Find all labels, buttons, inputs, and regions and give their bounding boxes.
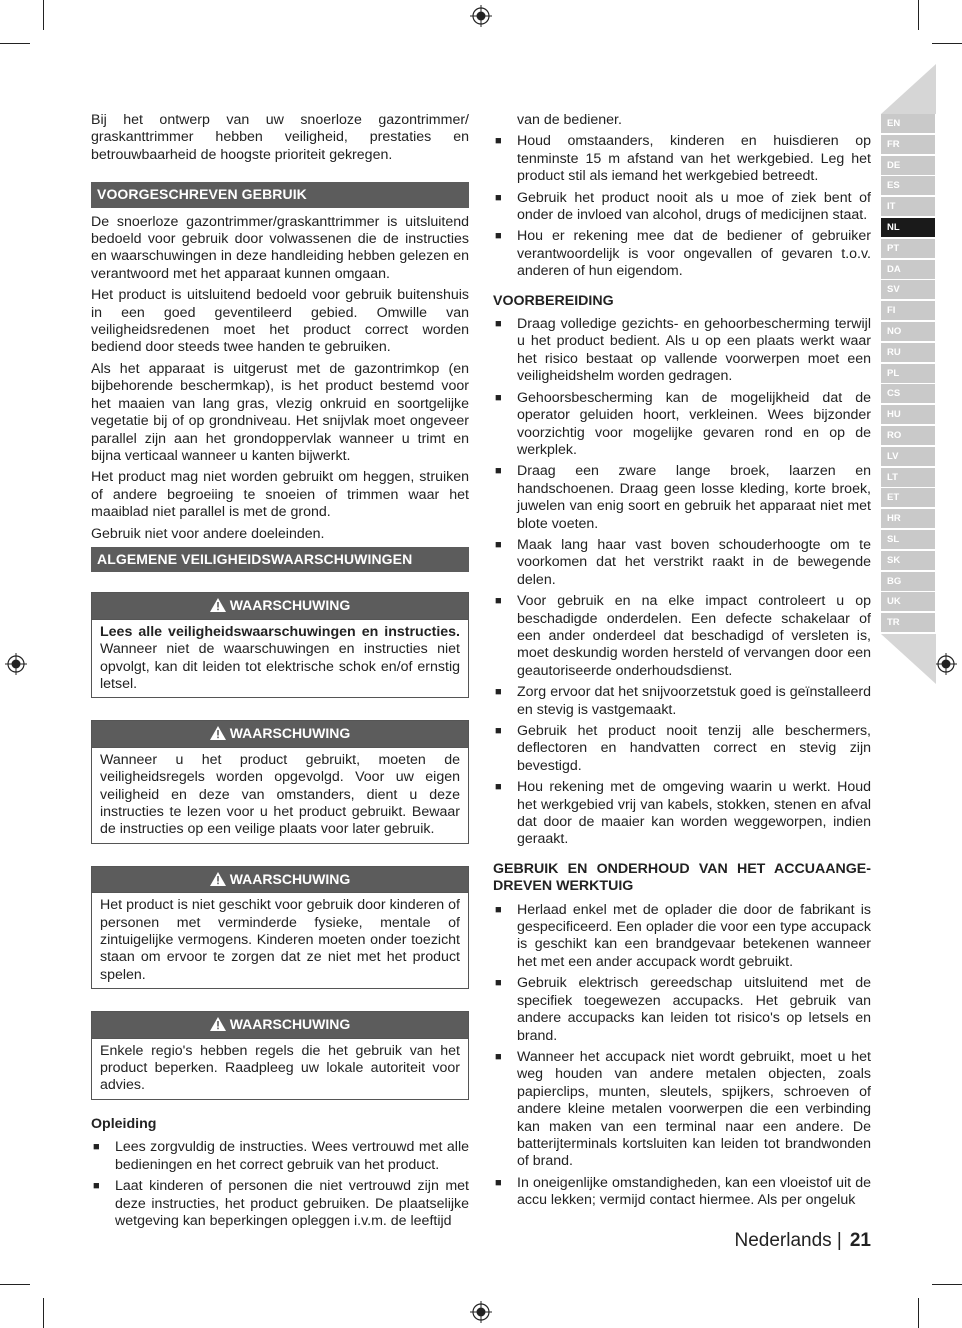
right-column: [493, 112, 871, 1214]
warning-text: Het product is niet geschikt voor gebruik door kinderen of personen met verminderde fysieke, mentale of zintuigelijke vermogens. Kinderen moeten onder toezicht staan om ervoor te zorgen dat ze niet met het product spelen.: [100, 897, 460, 983]
bullet-icon: ■: [495, 230, 502, 243]
section-heading: VOORGESCHREVEN GEBRUIK: [91, 182, 469, 207]
language-tab-da[interactable]: DA: [881, 260, 935, 279]
language-tab-ru[interactable]: RU: [881, 343, 935, 362]
language-tab-lv[interactable]: LV: [881, 447, 935, 466]
language-tab-sk[interactable]: SK: [881, 551, 935, 570]
language-tab-lt[interactable]: LT: [881, 468, 935, 487]
footer-language: Nederlands |: [734, 1230, 842, 1251]
list-item: ■ Hou er rekening mee dat de bediener of gebruiker verantwoordelijk is voor ongevallen of gevaren t.o.v. anderen of hun eigendom.: [495, 228, 871, 280]
bullet-icon: ■: [495, 1176, 502, 1189]
bullet-icon: ■: [495, 391, 502, 404]
registration-mark-icon: [5, 653, 27, 675]
language-tab-uk[interactable]: UK: [881, 592, 935, 611]
bullet-icon: ■: [495, 781, 502, 794]
language-tab-ro[interactable]: RO: [881, 426, 935, 445]
crop-mark: [43, 1298, 44, 1328]
body-paragraph: Gebruik niet voor andere doeleinden.: [91, 525, 325, 542]
bullet-icon: ■: [495, 1050, 502, 1063]
intro-paragraph: Bij het ontwerp van uw snoerloze gazontrimmer/ graskanttrimmer hebben veiligheid, prestaties en betrouwbaarheid de hoogste prioriteit gekregen.: [91, 112, 469, 163]
bullet-icon: ■: [495, 318, 502, 331]
page-number: 21: [849, 1230, 871, 1251]
body-paragraph: Als het apparaat is uitgerust met de gazontrimkop (en bijbehorende beschermkap), is het product bestemd voor het maaien van lang gras, vlezig onkruid en soortgelijke vegetatie bij of op grondniveau. Het snijvlak moet ongeveer parallel zijn aan het grondoppervlak wanneer u trimt en bijna verticaal wanneer u kanten bijwerkt.: [91, 360, 469, 464]
language-tab-cs[interactable]: CS: [881, 384, 935, 403]
bullet-icon: ■: [495, 725, 502, 737]
crop-mark: [918, 0, 919, 30]
language-tab-tr[interactable]: TR: [881, 613, 935, 632]
list-item: ■ In oneigenlijke omstandigheden, kan een vloeistof uit de accu lekken; vermijd contact hiermee. Als per ongeluk: [495, 1174, 871, 1209]
list-item: ■ Draag een zware lange broek, laarzen en handschoenen. Draag geen losse kleding, korte broek, juwelen van enig soort en gebruik het apparaat niet met blote voeten.: [495, 463, 871, 532]
warning-body: [92, 748, 468, 843]
list-item: ■ Gebruik het product nooit tenzij alle beschermers, deflectoren en handvatten correct en stevig zijn bevestigd.: [495, 723, 871, 774]
crop-mark: [43, 0, 44, 30]
warning-body: [92, 620, 468, 698]
crop-mark: [918, 1298, 919, 1328]
list-item: ■ Laat kinderen of personen die niet vertrouwd zijn met deze instructies, het product gebruiken. De plaatselijke wetgeving kan beperkingen opleggen i.v.m. de leeftijd: [93, 1178, 469, 1229]
warning-triangle-icon: [210, 1017, 226, 1031]
body-paragraph: Het product is uitsluitend bedoeld voor gebruik buitenshuis in een goed geventileerd gebied. Omwille van veiligheidsredenen moet het product correct worden bediend door steeds twee handen te gebruiken.: [91, 287, 469, 356]
warning-body: [92, 893, 468, 988]
warning-triangle-icon: [210, 872, 226, 886]
language-tab-pl[interactable]: PL: [881, 364, 935, 383]
language-tab-hr[interactable]: HR: [881, 509, 935, 528]
warning-box: [91, 592, 469, 698]
registration-mark-icon: [470, 1301, 492, 1323]
language-tab-sv[interactable]: SV: [881, 280, 935, 299]
warning-label: WAARSCHUWING: [229, 1016, 351, 1033]
language-tab-et[interactable]: ET: [881, 488, 935, 507]
warning-label: WAARSCHUWING: [229, 597, 351, 614]
list-item: ■ Draag volledige gezichts- en gehoorbescherming terwijl u het product bedient. Als u op een plaats werkt waar het risico bestaat op vallende voorwerpen moet een veiligheidshelm worden gedragen.: [495, 316, 871, 385]
registration-mark-icon: [470, 5, 492, 27]
warning-label: WAARSCHUWING: [229, 870, 351, 887]
warning-text: Wanneer niet de waarschuwingen en instructies niet opvolgt, kan dit leiden tot elektrische schok en/of ernstig letsel.: [100, 641, 460, 692]
warning-header: [92, 1012, 468, 1038]
language-tab-fi[interactable]: FI: [881, 301, 935, 320]
list-item: ■ Lees zorgvuldig de instructies. Wees vertrouwd met alle bedieningen en het correct gebruik van het product.: [93, 1139, 469, 1173]
bullet-list: [91, 1139, 469, 1230]
crop-mark: [0, 1284, 30, 1285]
bullet-icon: ■: [495, 977, 502, 990]
subsection-heading: VOORBEREIDING: [493, 292, 614, 309]
bullet-icon: ■: [495, 595, 502, 608]
language-tab-pt[interactable]: PT: [881, 239, 935, 258]
warning-text: Enkele regio's hebben regels die het gebruik van het product beperken. Raadpleeg uw lokale autoriteit voor advies.: [100, 1042, 460, 1094]
body-paragraph: Het product mag niet worden gebruikt om heggen, struiken of andere begroeiing te snoeien of trimmen waar het maaiblad niet parallel is met de grond.: [91, 469, 469, 521]
list-item: ■ Maak lang haar vast boven schouderhoogte om te voorkomen dat het verstrikt raakt in de bewegende delen.: [495, 536, 871, 588]
subsection-heading: GEBRUIK EN ONDERHOUD VAN HET ACCUAANGE-DREVEN WERKTUIG: [493, 860, 871, 895]
list-item: ■ Houd omstaanders, kinderen en huisdieren op tenminste 15 m afstand van het werkgebied. Leg het product stil als iemand het werkgebied betreedt.: [495, 133, 871, 185]
list-item: ■ Herlaad enkel met de oplader die door de fabrikant is gespecificeerd. Een oplader die voor een type accupack is geschikt kan een brandgevaar betekenen wanneer het met een ander accupack wordt gebruikt.: [495, 901, 871, 970]
language-tab-bg[interactable]: BG: [881, 572, 935, 591]
language-tab-de[interactable]: DE: [881, 156, 935, 175]
list-item: ■ Zorg ervoor dat het snijvoorzetstuk goed is geïnstalleerd en stevig is vastgemaakt.: [495, 684, 871, 718]
warning-header: [92, 593, 468, 619]
list-item: ■ Wanneer het accupack niet wordt gebruikt, moet u het weg houden van andere metalen objecten, zoals papierclips, munten, sleutels, spijkers, schroeven of andere kleine metalen voorwerpen die een verbinding kan maken van een terminal naar een andere. De batterijterminals kortsluiten kan leiden tot brandwonden of brand.: [495, 1048, 871, 1170]
registration-mark-icon: [935, 653, 957, 675]
warning-triangle-icon: [210, 726, 226, 740]
bullet-icon: ■: [93, 1141, 100, 1154]
language-tab-en[interactable]: EN: [881, 114, 935, 133]
language-tab-es[interactable]: ES: [881, 176, 935, 195]
bullet-icon: ■: [93, 1180, 100, 1193]
bullet-icon: ■: [495, 465, 502, 478]
warning-body: [92, 1039, 468, 1099]
list-item: ■ Gebruik elektrisch gereedschap uitsluitend met de specifiek toegewezen accupacks. Het gebruik van andere accupacks kan leiden tot risico's op letsels en brand.: [495, 975, 871, 1044]
crop-mark: [932, 43, 962, 44]
page-footer: [734, 1230, 871, 1252]
bullet-icon: ■: [495, 191, 502, 204]
subsection-heading: Opleiding: [91, 1115, 157, 1132]
warning-box: [91, 720, 469, 843]
bullet-icon: ■: [495, 686, 502, 699]
warning-box: [91, 1011, 469, 1100]
list-item: ■ Hou rekening met de omgeving waarin u werkt. Houd het werkgebied vrij van kabels, stokken, stenen en afval dat door de maaier kan worden weggeworpen, indien geraakt.: [495, 779, 871, 848]
crop-mark: [932, 1284, 962, 1285]
warning-bold-text: Lees alle veiligheidswaarschuwingen en instructies.: [100, 623, 460, 640]
warning-triangle-icon: [210, 598, 226, 612]
section-heading: ALGEMENE VEILIGHEIDSWAARSCHUWINGEN: [91, 547, 469, 572]
bullet-list: [493, 316, 871, 849]
warning-box: [91, 866, 469, 989]
language-tab-nl[interactable]: NL: [881, 218, 935, 237]
crop-mark: [0, 43, 30, 44]
body-paragraph: De snoerloze gazontrimmer/graskanttrimmer is uitsluitend bedoeld voor gebruik door volwassenen die de instructies en waarschuwingen in deze handleiding hebben gelezen en verantwoord met het apparaat kunnen omgaan.: [91, 213, 469, 282]
language-tab-it[interactable]: IT: [881, 197, 935, 216]
language-tab-no[interactable]: NO: [881, 322, 935, 341]
bullet-icon: ■: [495, 135, 502, 148]
continuation-text: van de bediener.: [517, 112, 622, 128]
left-column: [91, 112, 469, 1234]
bullet-list: [493, 133, 871, 280]
warning-text: Wanneer u het product gebruikt, moeten de veiligheidsregels worden opgevolgd. Voor uw eigen veiligheid en deze van omstanders, dient u deze instructies te lezen voor u het product gebruikt. Bewaar de instructies op een veilige plaats voor later gebruik.: [100, 751, 460, 838]
language-tab-fr[interactable]: FR: [881, 135, 935, 154]
list-item: ■ Gehoorsbescherming kan de mogelijkheid dat de operator geluiden hoort, verkleinen. Wees bijzonder voorzichtig voor mogelijke gevaren rond en op de werkplek.: [495, 389, 871, 458]
bullet-list: [493, 902, 871, 1210]
language-tabs: [881, 114, 935, 634]
list-item: ■ Voor gebruik en na elke impact controleert u op beschadigde onderdelen. Een defecte schakelaar of een ander onderdeel dat beschadigd of versleten is, moet deskundig worden hersteld of vervangen door een geautoriseerde onderhoudsdienst.: [495, 593, 871, 679]
warning-header: [92, 867, 468, 893]
warning-header: [92, 721, 468, 747]
language-tab-sl[interactable]: SL: [881, 530, 935, 549]
bullet-icon: ■: [495, 903, 502, 916]
warning-label: WAARSCHUWING: [229, 725, 351, 742]
language-tab-hu[interactable]: HU: [881, 405, 935, 424]
list-item: ■ Gebruik het product nooit als u moe of ziek bent of onder de invloed van alcohol, drugs of medicijnen staat.: [495, 189, 871, 224]
bullet-icon: ■: [495, 538, 502, 551]
